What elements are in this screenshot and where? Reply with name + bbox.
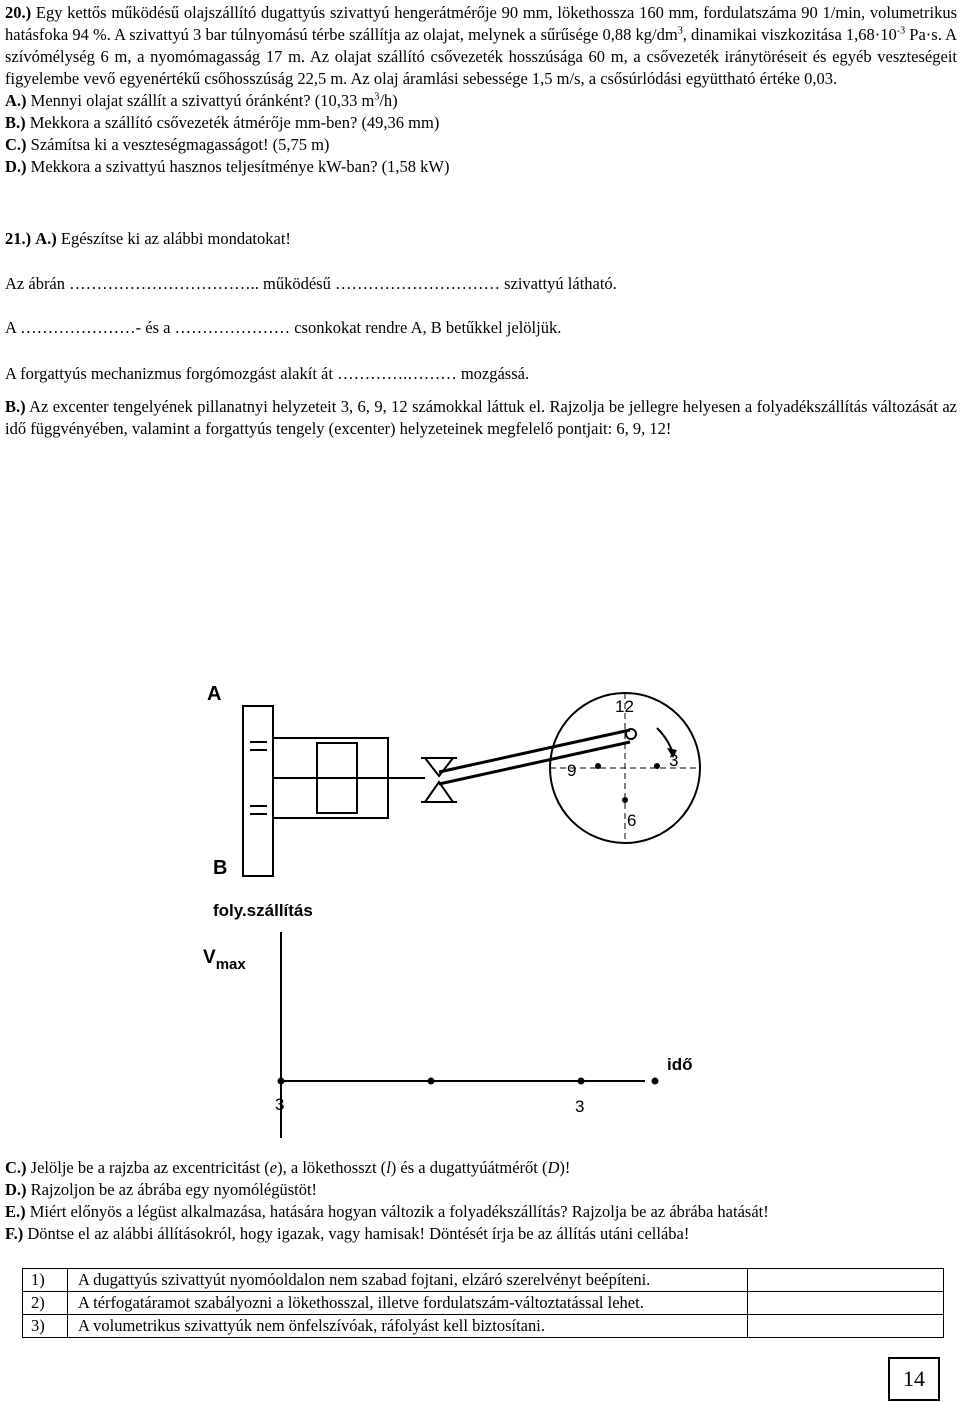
symbol-e: e — [269, 1158, 278, 1177]
superscript: -3 — [896, 25, 906, 37]
table-row — [23, 1269, 944, 1292]
part-b-instructions — [5, 396, 957, 440]
part-c-text: ) és a dugattyúátmérőt ( — [390, 1158, 548, 1177]
statement-text: A dugattyús szivattyút nyomóoldalon nem szabad fojtani, elzáró szerelvényt beépíteni. — [68, 1269, 748, 1292]
tick-3-second: 3 — [575, 1097, 585, 1116]
heading-text: Egészítse ki az alábbi mondatokat! — [56, 229, 291, 248]
superscript: 3 — [677, 25, 683, 37]
problem-text: , dinamikai viszkozitása 1,68·10 — [682, 25, 897, 44]
table-row — [23, 1315, 944, 1338]
subquestion-b: Mekkora a szállító csővezeték átmérője mm-ben? (49,36 mm) — [25, 113, 440, 132]
subquestion-label: E.) — [5, 1202, 26, 1221]
answer-cell[interactable] — [748, 1292, 944, 1315]
subquestion-label: C.) — [5, 135, 27, 154]
subquestion-label: D.) — [5, 1180, 27, 1199]
position-12-label: 12 — [615, 697, 634, 716]
part-b-text: Az excenter tengelyének pillanatnyi helyzeteit 3, 6, 9, 12 számokkal láttuk el. Rajzolja be jellegre helyesen a folyadékszállítás változását az idő függvényében, valamint a forgattyús tengely (excenter) helyzeteinek megfelelő pontjait: 6, 9, 12! — [5, 397, 957, 438]
subquestion-a: Mennyi olajat szállít a szivattyú óránként? (10,33 m — [26, 91, 375, 110]
subquestion-label: A.) — [35, 229, 57, 248]
symbol-l: l — [386, 1158, 391, 1177]
valve-icon — [250, 742, 267, 814]
statement-text: A volumetrikus szivattyúk nem önfelszívóak, ráfolyást kell biztosítani. — [68, 1315, 748, 1338]
fill-sentence-3: A forgattyús mechanizmus forgómozgást alakít át ………….……… mozgássá. — [5, 364, 530, 383]
port-b-label: B — [213, 857, 228, 879]
part-c-text: Jelölje be a rajzba az excentricitást ( — [26, 1158, 270, 1177]
symbol-d: D — [547, 1158, 560, 1177]
x-axis-label: idő — [667, 1055, 693, 1074]
position-6-label: 6 — [627, 811, 637, 830]
statement-text: A térfogatáramot szabályozni a lökethosszal, illetve fordulatszám-változtatással lehet. — [68, 1292, 748, 1315]
subquestion-a-tail: /h) — [379, 91, 398, 110]
statements-table — [22, 1268, 944, 1338]
problem-number: 20.) — [5, 3, 32, 22]
pump-figure — [195, 678, 740, 1148]
position-9-label: 9 — [567, 761, 577, 780]
port-a-label: A — [207, 683, 222, 705]
subquestion-label: B.) — [5, 113, 26, 132]
part-f-text: Döntse el az alábbi állításokról, hogy igazak, vagy hamisak! Döntését írja be az állítás utáni cellába! — [23, 1224, 690, 1243]
y-axis-label: foly.szállítás — [213, 901, 313, 920]
answer-cell[interactable] — [748, 1269, 944, 1292]
subquestion-c: Számítsa ki a veszteségmagasságot! (5,75 m) — [26, 135, 330, 154]
statement-number: 2) — [23, 1292, 68, 1315]
part-e-text: Miért előnyös a légüst alkalmazása, hatására hogyan változik a folyadékszállítás? Rajzolja be az ábrába hatását! — [25, 1202, 769, 1221]
position-3-label: 3 — [669, 751, 679, 770]
table-row — [23, 1292, 944, 1315]
crosshead-icon — [425, 758, 453, 776]
vmax-label: $V_{max}$ — [203, 947, 246, 973]
subquestion-d: Mekkora a szivattyú hasznos teljesítménye kW-ban? (1,58 kW) — [26, 157, 450, 176]
problem-text: Egy kettős működésű olajszállító dugattyús szivattyú hengerátmérője 90 mm, lökethossza 160 mm, fordulatszáma 90 1/min, volumetrikus hatásfoka 94 %. A szivattyú 3 bar túlnyomású térbe szállítja az olajat, melynek a sűrűsége 0,88 kg/dm — [5, 3, 957, 44]
cylinder-wall — [243, 706, 273, 876]
problem-text: Pa·s. A szívómélység 6 m, a nyomómagasság 17 m. Az olajat szállító csővezeték hosszúsága 60 m, a csővezeték iránytöréseit és egyéb veszteségeit figyelembe vevő egyenértékű csőhosszúság 22,5 m. Az olaj áramlási sebessége 1,5 m/s, a csősúrlódási együttható értéke 0,03. — [5, 25, 957, 88]
part-d-text: Rajzoljon be az ábrába egy nyomólégüstöt! — [26, 1180, 318, 1199]
subquestion-label: D.) — [5, 157, 27, 176]
subquestion-label: C.) — [5, 1158, 27, 1177]
connecting-rod — [439, 730, 630, 772]
subquestion-label: B.) — [5, 397, 26, 416]
subquestion-label: A.) — [5, 91, 27, 110]
superscript: 3 — [374, 91, 380, 103]
answer-cell[interactable] — [748, 1315, 944, 1338]
fill-sentence-1: Az ábrán …………………………….. működésű ………………………… szivattyú látható. — [5, 274, 617, 293]
page-number: 14 — [888, 1357, 940, 1401]
statement-number: 1) — [23, 1269, 68, 1292]
tick-3-first: 3 — [275, 1095, 285, 1114]
problem-21-heading — [5, 229, 291, 249]
part-c-f — [5, 1157, 957, 1245]
problem-number: 21.) — [5, 229, 32, 248]
subquestion-label: F.) — [5, 1224, 24, 1243]
part-c-text: )! — [559, 1158, 571, 1177]
fill-sentence-2: A …………………- és a ………………… csonkokat rendre A, B betűkkel jelöljük. — [5, 318, 562, 337]
part-c-text: ), a lökethosszt ( — [277, 1158, 387, 1177]
statement-number: 3) — [23, 1315, 68, 1338]
problem-20 — [5, 2, 957, 178]
